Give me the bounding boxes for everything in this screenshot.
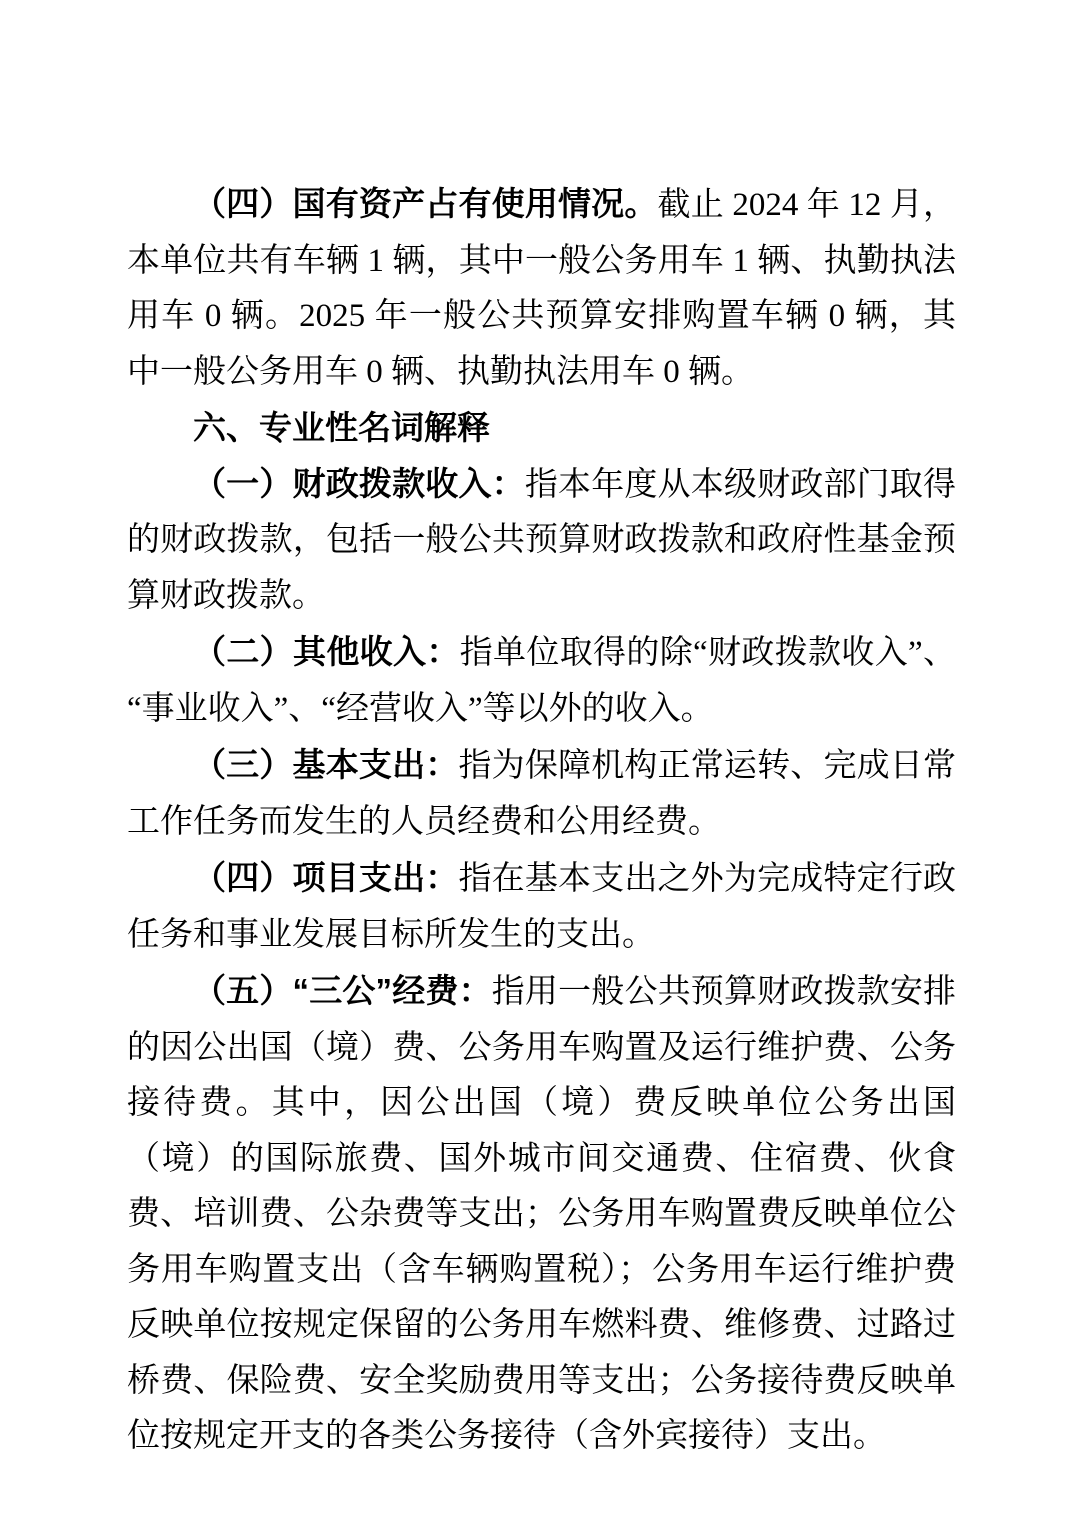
term-definition-basic-expenditure — [127, 737, 956, 850]
term-lead: （四）项目支出： — [193, 859, 459, 896]
term-text: 指本年度从本级财政部门取得的财政拨款，包括一般公共预算财政拨款和政府性基金预算财政拨款。 — [127, 466, 957, 614]
paragraph-asset-usage-text: 截止 2024 年 12 月，本单位共有车辆 1 辆，其中一般公务用车 1 辆、执勤执法用车 0 辆。2025 年一般公共预算安排购置车辆 0 辆，其中一般公务用车 0 辆、执勤执法用车 0 辆。 — [127, 187, 957, 390]
term-definition-other-income — [127, 624, 956, 737]
section-heading-terms: 六、专业性名词解释 — [193, 409, 490, 446]
paragraph-asset-usage — [127, 176, 956, 400]
term-definition-three-public-funds — [127, 963, 956, 1465]
term-definition-project-expenditure — [127, 850, 956, 963]
paragraph-asset-usage-lead: （四）国有资产占有使用情况。 — [193, 185, 658, 222]
document-body — [127, 176, 956, 1465]
term-lead: （二）其他收入： — [193, 633, 460, 670]
term-text: 指用一般公共预算财政拨款安排的因公出国（境）费、公务用车购置及运行维护费、公务接待费。其中，因公出国（境）费反映单位公务出国（境）的国际旅费、国外城市间交通费、住宿费、伙食费、培训费、公杂费等支出；公务用车购置费反映单位公务用车购置支出（含车辆购置税）；公务用车运行维护费反映单位按规定保留的公务用车燃料费、维修费、过路过桥费、保险费、安全奖励费用等支出；公务接待费反映单位按规定开支的各类公务接待（含外宾接待）支出。 — [127, 974, 957, 1454]
term-definition-fiscal-appropriation-income — [127, 456, 956, 625]
term-lead: （一）财政拨款收入： — [193, 464, 525, 502]
term-text: 指为保障机构正常运转、完成日常工作任务而发生的人员经费和公用经费。 — [127, 748, 957, 840]
term-text: 指单位取得的除“财政拨款收入”、“事业收入”、“经营收入”等以外的收入。 — [127, 635, 957, 727]
term-lead: （五）“三公”经费： — [193, 972, 492, 1009]
term-text: 指在基本支出之外为完成特定行政任务和事业发展目标所发生的支出。 — [127, 861, 957, 953]
term-lead: （三）基本支出： — [193, 746, 459, 783]
